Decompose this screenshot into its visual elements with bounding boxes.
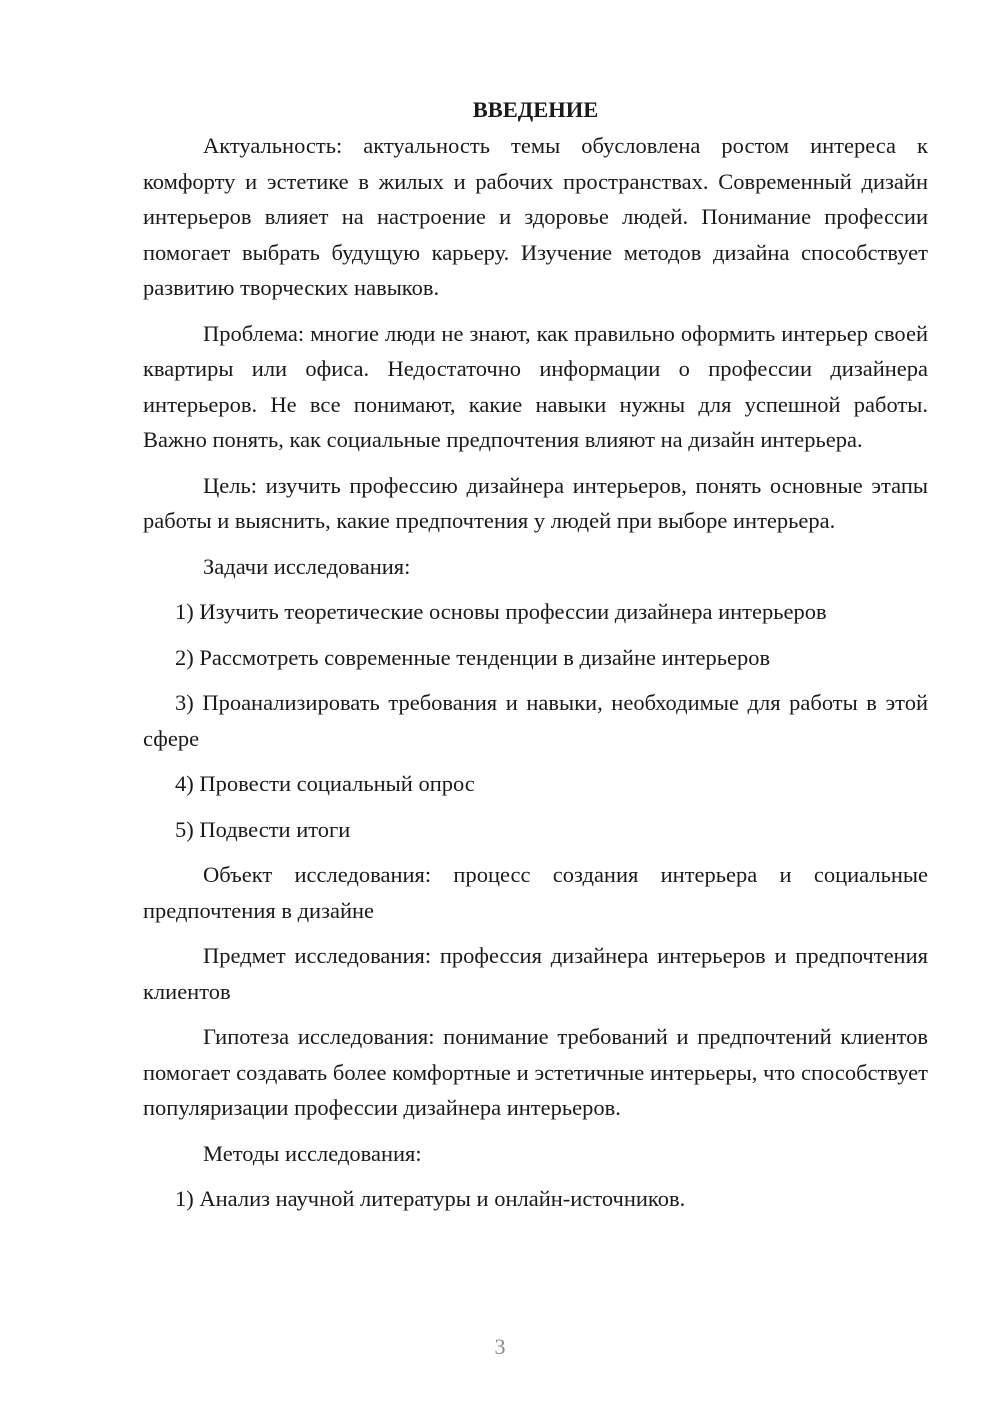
methods-heading: Методы исследования: — [203, 1140, 422, 1166]
task-item: 2) Рассмотреть современные тенденции в дизайне интерьеров — [175, 644, 771, 670]
task-item: 5) Подвести итоги — [175, 816, 351, 842]
page-number: 3 — [494, 1334, 506, 1359]
task-item: 3) Проанализировать требования и навыки, необходимые для работы в этой сфере — [143, 690, 928, 751]
object-paragraph: Объект исследования: процесс создания интерьера и социальные предпочтения в дизайне — [143, 862, 928, 923]
page-body — [143, 92, 928, 1217]
method-item: 1) Анализ научной литературы и онлайн-источников. — [175, 1186, 686, 1211]
task-item: 4) Провести социальный опрос — [175, 771, 475, 796]
subject-paragraph: Предмет исследования: профессия дизайнера интерьеров и предпочтения клиентов — [143, 943, 928, 1004]
problem-paragraph: Проблема: многие люди не знают, как правильно оформить интерьер своей квартиры или офиса. Недостаточно информации о профессии дизайнера интерьеров. Не все понимают, какие навыки нужны для успешной работы. Важно понять, как социальные предпочтения влияют на дизайн интерьера. — [143, 320, 928, 452]
goal-paragraph: Цель: изучить профессию дизайнера интерьеров, понять основные этапы работы и выяснить, какие предпочтения у людей при выборе интерьера. — [143, 472, 928, 533]
tasks-heading: Задачи исследования: — [203, 553, 411, 579]
hypothesis-paragraph: Гипотеза исследования: понимание требований и предпочтений клиентов помогает создавать более комфортные и эстетичные интерьеры, что способствует популяризации профессии дизайнера интерьеров. — [143, 1024, 928, 1120]
section-title: ВВЕДЕНИЕ — [472, 97, 599, 122]
task-item: 1) Изучить теоретические основы профессии дизайнера интерьеров — [175, 599, 827, 624]
relevance-paragraph: Актуальность: актуальность темы обусловлена ростом интереса к комфорту и эстетике в жилых и рабочих пространствах. Современный дизайн интерьеров влияет на настроение и здоровье людей. Понимание профессии помогает выбрать будущую карьеру. Изучение методов дизайна способствует развитию творческих навыков. — [143, 133, 928, 300]
